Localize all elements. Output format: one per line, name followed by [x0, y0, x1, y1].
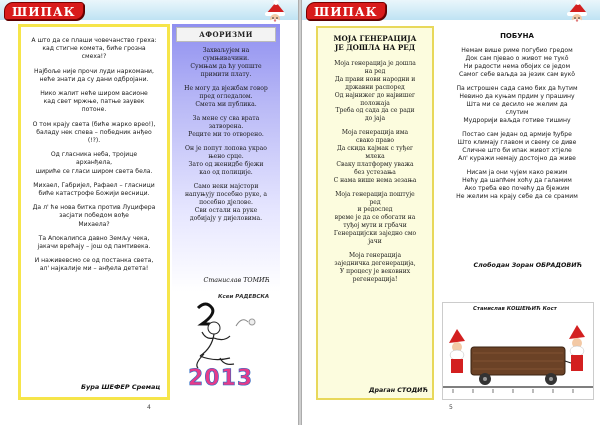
poem-line: Моја генерација је дошла: [334, 60, 416, 67]
aphorism-line: Смета ми публика.: [195, 101, 257, 108]
poem-line: Нећу да шапћем хоћу да галамим: [462, 177, 572, 184]
poem-line: О том крају света (биће жарко врео!),: [32, 120, 156, 128]
poem-line: биће катастрофе Божији весници.: [38, 190, 150, 198]
aphorism-line: За мене су сва врата: [192, 115, 260, 122]
page-5: [302, 0, 600, 425]
poem-line: смеха!?: [81, 53, 107, 61]
poem-stanza: [25, 37, 163, 62]
generation-poem-title: [322, 34, 428, 52]
aphorisms-author: Станислав ТОМИЋ: [203, 277, 270, 284]
poem-line: јакачи врећају – још од памтивека.: [37, 243, 151, 251]
poem-line: Од најнижег до највишег: [334, 91, 416, 99]
poem-line: неће знати да су дани одбројани.: [39, 75, 149, 83]
poem-line: Та Апокалипса давно Земљу чека,: [38, 234, 150, 242]
poem-line: свако право: [356, 137, 394, 145]
poem-line: Нико жалит неће широм васионе: [40, 90, 148, 98]
aphorism-line: Сумњам да ћу уопште: [190, 63, 262, 70]
aphorism-line: Зато од женидбе бјежи: [188, 161, 264, 168]
poem-stanza: [322, 191, 428, 246]
poem-line: слутим: [505, 109, 529, 116]
poem-line: Што климају главом и свему се диве: [457, 139, 577, 146]
poem-line: Ако треба ево почећу да бјежим: [464, 185, 570, 192]
aphorism-line: добијају у дијеловима.: [189, 215, 263, 222]
poem-line: Ни радости нема обојих се једом: [463, 63, 571, 70]
poem-line: засјати победом вође: [59, 212, 129, 220]
aphorism-line: Само неки мајстори: [193, 183, 259, 190]
poem-line: Па истрошен сада само бих да ћутим: [456, 85, 578, 92]
poem-line: ред: [369, 198, 381, 206]
poem-stanza: [440, 131, 594, 163]
poem-line: Моја генерација: [348, 251, 402, 259]
poem-line: кад свет мржње, патње заувек: [43, 98, 145, 106]
rebellion-poem-title: ПОБУНА: [500, 32, 534, 40]
poem-line: Моја генерација има: [341, 129, 409, 137]
poem-stanza: [25, 182, 163, 198]
poem-line: на ред: [364, 67, 386, 75]
poem-stanza: [25, 90, 163, 115]
poem-line: положаја: [360, 99, 390, 107]
poem-line: време је да се обогати на: [334, 214, 416, 222]
aphorism-line: затворена.: [208, 123, 244, 130]
aphorism-line: Он је попут лопова украо: [185, 145, 267, 152]
poem-stanza: [440, 169, 594, 201]
title-line: ЈЕ ДОШЛА НА РЕД: [334, 43, 416, 52]
new-year-cartoon: [174, 292, 278, 402]
poem-line: Генерацијски заједно смо: [333, 230, 417, 238]
poem-stanza: [322, 252, 428, 284]
poem-line: Моја генерација поштује: [335, 190, 415, 198]
poem-stanza: [440, 47, 594, 79]
aphorism-line: њено срце.: [208, 153, 244, 160]
poem-line: без устезања: [354, 168, 396, 176]
title-line: МОЈА ГЕНЕРАЦИЈА: [333, 34, 417, 43]
aphorism-line: примити плату.: [200, 71, 252, 78]
aphorism-line: Сви остали на руке: [194, 207, 258, 214]
aphorism-line: Захваљујем на: [202, 47, 250, 54]
page-number: 4: [147, 404, 151, 411]
poem-line: регенерација!: [352, 275, 398, 283]
poem-stanza: [25, 235, 163, 251]
rebellion-poem-author: Слободан Зоран ОБРАДОВИЋ: [473, 262, 582, 269]
aphorism-line: сумњивачини.: [202, 55, 250, 62]
poem-line: туђој мути и грбачи: [343, 222, 407, 230]
poem-line: заједничка дегенерација,: [334, 259, 416, 267]
poem-line: јачи: [368, 238, 382, 246]
poem-stanza: [25, 257, 163, 273]
poem-line: Не желим на крају себе да се срамим: [456, 193, 578, 200]
cartoon-caption: Станислав КОШЕЊИЋ Кост: [473, 306, 557, 312]
aphorism-line: посебно дјелове.: [199, 199, 253, 206]
poem-line: Треба од сада да се ради: [335, 107, 415, 115]
poem-line: С нама више нема зезања: [333, 176, 417, 184]
poem-line: арханђела,: [75, 159, 113, 167]
aphorism: [176, 85, 276, 109]
poem-line: шириће се гласи широм света бела.: [35, 167, 153, 175]
poem-stanza: [440, 85, 594, 125]
magazine-logo: ШИПАК: [4, 2, 84, 20]
generation-poem-column: [316, 26, 434, 400]
aphorisms-title: АФОРИЗМИ: [176, 27, 276, 42]
poem-line: Да прави нови народни и: [334, 75, 416, 83]
year-number: 2013: [188, 366, 254, 391]
poem-line: ал' најкалије ми – анђела детета!: [39, 265, 149, 273]
generation-poem-author: Драган СТОДИЋ: [368, 387, 428, 394]
poem-line: Од гласника неба, тројице: [50, 151, 138, 159]
magazine-logo: ШИПАК: [306, 2, 386, 20]
aphorism-line: као од полиције.: [199, 169, 253, 176]
poem-line: кад стигне комета, биће грозна: [42, 45, 146, 53]
poem-line: потоне.: [81, 106, 107, 114]
poem-line: Да скида кајмак с туђег: [336, 145, 414, 153]
poem-line: (!?).: [87, 137, 101, 145]
poem-stanza: [25, 121, 163, 146]
poem-line: Шта ми се десило не желим да: [466, 101, 568, 108]
aphorism-line: Не могу да вјежбам говор: [184, 85, 268, 92]
aphorism-line: напуњују посебно руке, а: [184, 191, 268, 198]
poem-line: И наживевсмо се од постанка света,: [34, 257, 154, 265]
poem-line: баладу нек спева – победник анђео: [36, 128, 152, 136]
poem-line: Немам више риме погубио гредом: [461, 47, 573, 54]
poem-line: Да л' ће нова битка против Луцифера: [32, 204, 156, 212]
poem-author: Бура ШЕФЕР Сремац: [81, 383, 161, 391]
page-4: [0, 0, 298, 425]
poem-line: и редослед: [357, 206, 393, 214]
poem-stanza: [25, 151, 163, 176]
poem-line: Мудрорији ваљда готиве тишину: [463, 117, 571, 124]
aphorism: [176, 47, 276, 79]
train-illustration: [443, 303, 593, 399]
poem-stanza: [322, 60, 428, 123]
poem-stanza: [25, 204, 163, 229]
poem-line: Михаел, Габријел, Рафаел – гласници: [33, 181, 155, 189]
page-number: 5: [449, 404, 453, 411]
aphorism: [176, 183, 276, 223]
aphorism: [176, 115, 276, 139]
poem-line: Михаела?: [78, 220, 110, 228]
aphorism: [176, 145, 276, 177]
poem-line: државни распоред: [345, 83, 405, 91]
poem-line: У процесу је вековних: [339, 267, 411, 275]
poem-line: Сличне што би ипак живот хтјеле: [462, 147, 572, 154]
poem-line: Самог себе ваљда за језик сам вукô: [458, 71, 576, 78]
poem-line: А што да се плаши човечанство греха:: [31, 37, 157, 44]
cartoon-author: Ксеи РАДЕВСКА: [218, 294, 270, 300]
train-cartoon: [442, 302, 594, 400]
aphorisms-panel: [172, 24, 280, 292]
poem-line: до јаја: [364, 115, 386, 123]
poem-line: Свакy платформу уважа: [336, 160, 414, 168]
poem-line: Постао сам један од армије ђубре: [462, 131, 572, 138]
poem-stanza: [25, 68, 163, 84]
poem-line: Невино да куњам прдим у прашину: [459, 93, 575, 100]
poem-column: [18, 24, 170, 400]
poem-stanza: [322, 129, 428, 184]
poem-line: Нисам ја они чујем како режим: [466, 169, 568, 176]
aphorism-line: Реците ми то отворено.: [188, 131, 264, 138]
poem-line: млека: [365, 152, 385, 160]
poem-line: Док сам пјевао о живот ме тукô: [465, 55, 569, 62]
poem-line: Ал' куражи немају достојно да живе: [458, 155, 576, 162]
aphorism-line: пред огледалом.: [199, 93, 253, 100]
poem-line: Најбоље није прочи луди наркомани,: [34, 67, 154, 75]
